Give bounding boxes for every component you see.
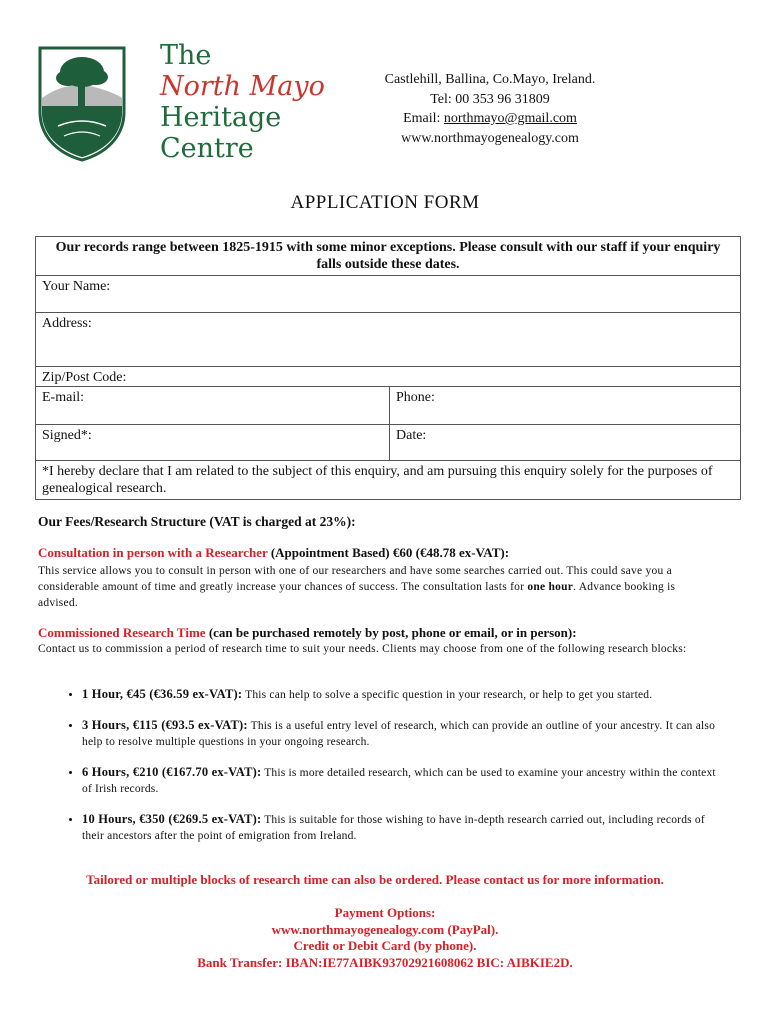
logo-line-4: Centre xyxy=(160,133,254,164)
zip-field[interactable] xyxy=(36,367,741,387)
records-notice: Our records range between 1825-1915 with some minor exceptions. Please consult with our staff if your enquiry falls outside these dates. xyxy=(36,237,741,276)
logo-line-2: North Mayo xyxy=(160,71,325,102)
your-name-label: Your Name: xyxy=(42,279,111,294)
logo-wordmark xyxy=(160,40,360,164)
block-heading: 1 Hour, €45 (€36.59 ex-VAT): xyxy=(82,687,243,701)
contact-email-label: Email: xyxy=(403,111,444,126)
payment-heading: Payment Options: xyxy=(334,905,436,920)
commission-heading xyxy=(38,625,577,641)
phone-label: Phone: xyxy=(396,390,435,405)
signed-field[interactable] xyxy=(36,425,390,461)
block-text: This can help to solve a specific question in your research, or help to get you started. xyxy=(242,689,653,701)
contact-email-link[interactable]: northmayo@gmail.com xyxy=(443,111,577,126)
zip-label: Zip/Post Code: xyxy=(42,370,127,385)
address-field[interactable] xyxy=(36,313,741,367)
address-label: Address: xyxy=(42,316,92,331)
consultation-text xyxy=(38,563,718,611)
commission-subtitle: (can be purchased remotely by post, phone or email, or in person): xyxy=(205,625,577,640)
declaration-text: *I hereby declare that I am related to the subject of this enquiry, and am pursuing this enquiry solely for the purposes of genealogical research. xyxy=(36,461,741,500)
tree-shield-icon xyxy=(38,46,126,162)
fees-heading: Our Fees/Research Structure (VAT is charged at 23%): xyxy=(38,514,356,529)
payment-paypal[interactable]: www.northmayogenealogy.com (PayPal). xyxy=(271,921,499,937)
email-field[interactable] xyxy=(36,387,390,425)
consultation-price: (Appointment Based) €60 (€48.78 ex-VAT): xyxy=(267,545,510,560)
consultation-text-2: . Advance booking is advised. xyxy=(38,581,676,609)
application-form-table xyxy=(35,236,741,500)
commission-title: Commissioned Research Time xyxy=(38,625,206,640)
commission-text: Contact us to commission a period of research time to suit your needs. Clients may choose from one of the following research blocks: xyxy=(38,643,687,655)
consultation-title: Consultation in person with a Researcher xyxy=(38,545,268,560)
block-text: This is a useful entry level of research, which can provide an outline of your ancestry. It can also help to resolve multiple questions in your ongoing research. xyxy=(82,720,716,748)
signed-label: Signed*: xyxy=(42,428,92,443)
date-label: Date: xyxy=(396,428,427,443)
list-item xyxy=(82,811,722,844)
list-item xyxy=(82,764,722,797)
contact-address: Castlehill, Ballina, Co.Mayo, Ireland. xyxy=(384,72,596,87)
email-label: E-mail: xyxy=(42,390,84,405)
block-heading: 10 Hours, €350 (€269.5 ex-VAT): xyxy=(82,812,262,826)
your-name-field[interactable] xyxy=(36,276,741,313)
logo-line-1: The xyxy=(160,40,212,71)
page-title: APPLICATION FORM xyxy=(290,192,480,213)
list-item xyxy=(82,717,722,750)
list-item xyxy=(82,686,722,703)
date-field[interactable] xyxy=(390,425,741,461)
payment-options xyxy=(0,905,770,971)
payment-bank: Bank Transfer: IBAN:IE77AIBK93702921608062 BIC: AIBKIE2D. xyxy=(197,954,573,970)
block-text: This is more detailed research, which can be used to examine your ancestry within the context of Irish records. xyxy=(82,767,716,795)
block-text: This is suitable for those wishing to have in-depth research carried out, including records of their ancestors after the point of emigration from Ireland. xyxy=(82,814,705,842)
contact-email-line xyxy=(340,109,640,129)
contact-tel: Tel: 00 353 96 31809 xyxy=(430,91,550,107)
contact-website[interactable]: www.northmayogenealogy.com xyxy=(401,130,579,146)
tailored-note: Tailored or multiple blocks of research time can also be ordered. Please contact us for more information. xyxy=(86,872,664,887)
phone-field[interactable] xyxy=(390,387,741,425)
block-heading: 3 Hours, €115 (€93.5 ex-VAT): xyxy=(82,718,248,732)
consultation-text-bold: one hour xyxy=(527,581,574,593)
block-heading: 6 Hours, €210 (€167.70 ex-VAT): xyxy=(82,765,262,779)
consultation-heading xyxy=(38,545,509,561)
consultation-text-1: This service allows you to consult in person with one of our researchers and have some searches carried out. This could save you a considerable amount of time and greatly increase your chances of success. The consultation lasts for xyxy=(38,565,672,593)
research-blocks-list xyxy=(38,686,722,858)
logo-line-3: Heritage xyxy=(160,102,282,133)
contact-block xyxy=(340,70,640,148)
payment-card: Credit or Debit Card (by phone). xyxy=(293,938,477,953)
